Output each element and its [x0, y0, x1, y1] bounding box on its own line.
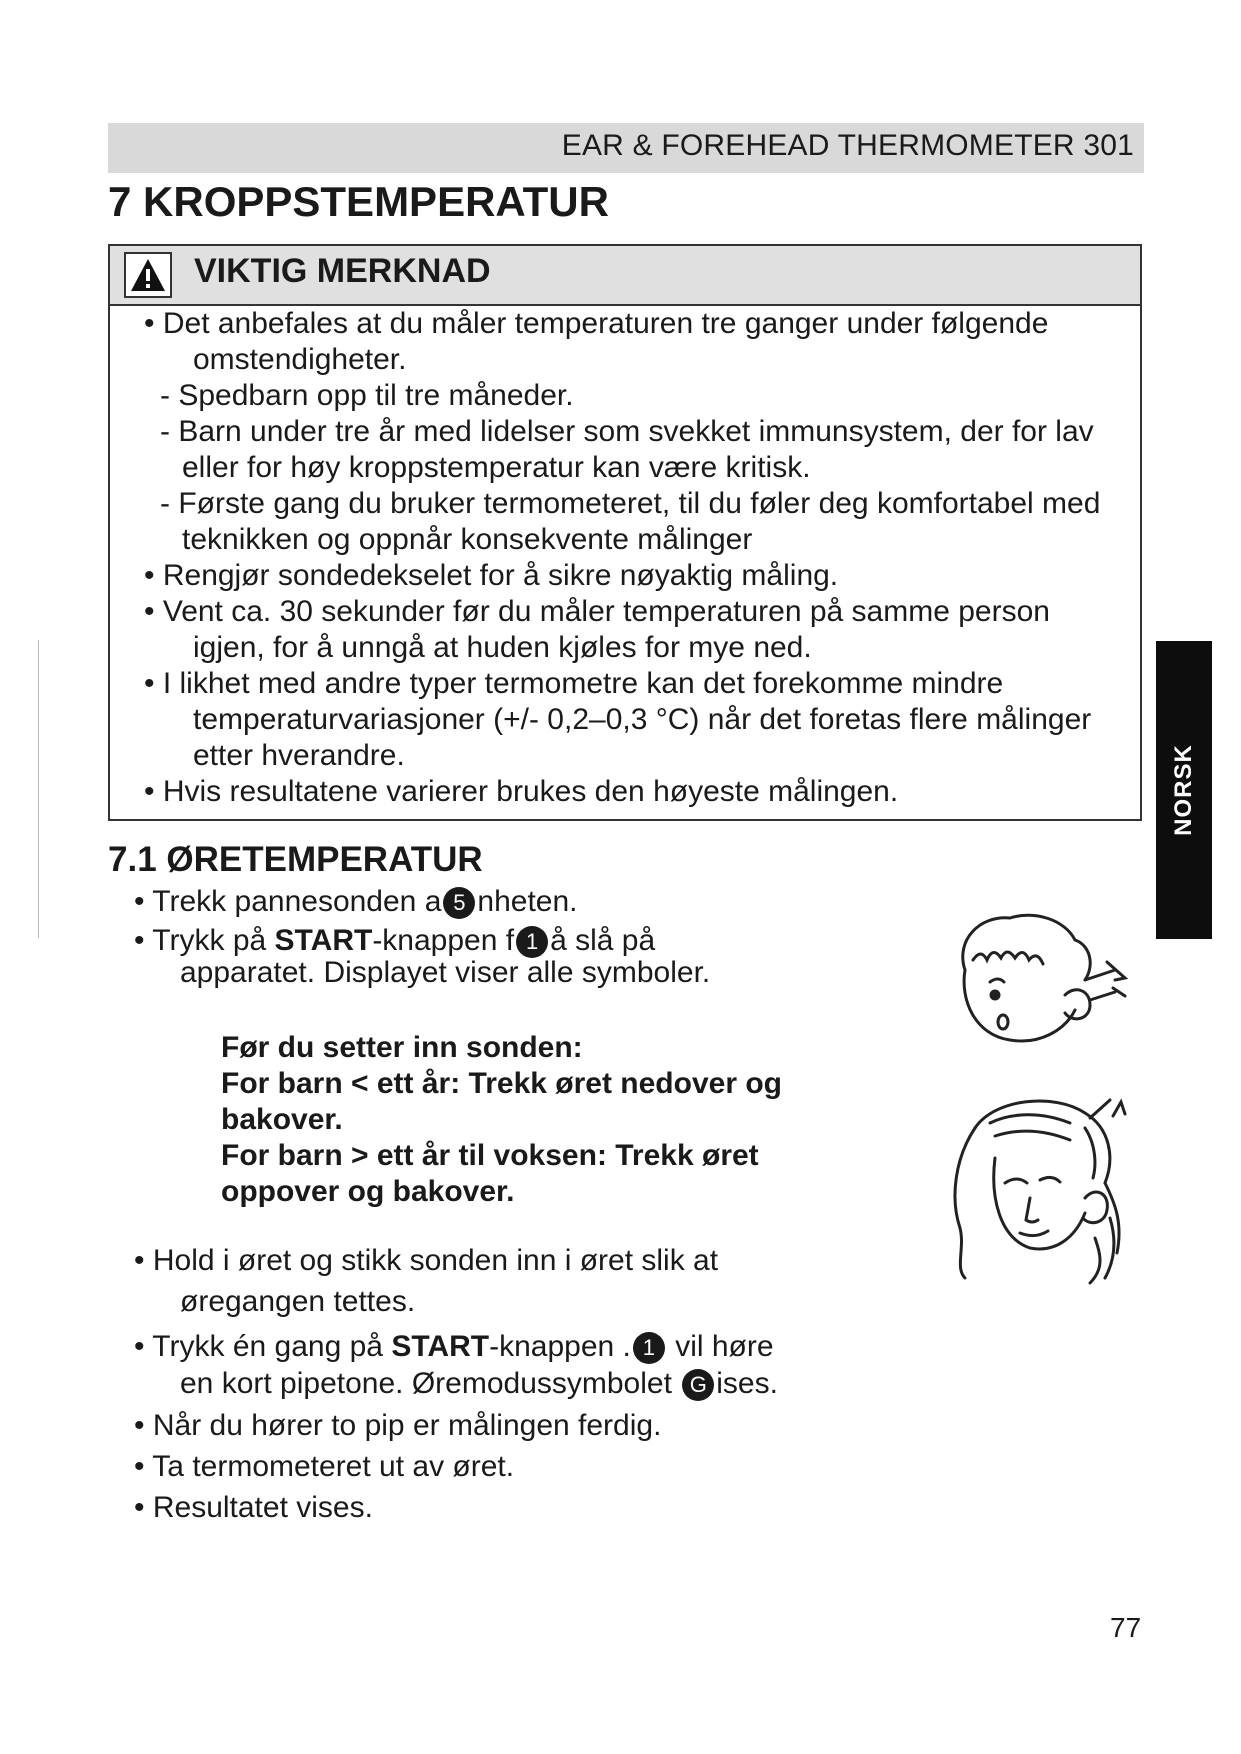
step-1-text: • Trekk pannesonden a: [134, 885, 442, 918]
step-4-text-end: vil høre: [666, 1330, 774, 1363]
page-number: 77: [1110, 1612, 1142, 1643]
notice-line: omstendigheter.: [193, 343, 407, 376]
adult-ear-illustration: [935, 1088, 1135, 1288]
notice-line: - Første gang du bruker termometeret, til du føler deg komfortabel med: [160, 487, 1101, 520]
insertion-note: For barn < ett år: Trekk øret nedover og: [221, 1067, 782, 1100]
step-1-text-end: nheten.: [477, 885, 578, 918]
step-7: • Resultatet vises.: [134, 1491, 373, 1524]
language-tab: [1156, 641, 1212, 939]
notice-header: [110, 246, 1140, 306]
page-title: 7 KROPPSTEMPERATUR: [108, 178, 609, 225]
notice-line: • Hvis resultatene varierer brukes den høyeste målingen.: [144, 775, 899, 808]
notice-line: - Barn under tre år med lidelser som svekket immunsystem, der for lav: [160, 415, 1094, 448]
step-2-line2: apparatet. Displayet viser alle symboler.: [180, 956, 711, 989]
step-1: [134, 884, 577, 920]
notice-title: VIKTIG MERKNAD: [194, 252, 491, 290]
section-title: 7.1 ØRETEMPERATUR: [108, 840, 483, 879]
step-4: [134, 1329, 774, 1365]
step-4-line2-text: en kort pipetone. Øremodussymbolet: [180, 1367, 681, 1400]
header-title: EAR & FOREHEAD THERMOMETER 301: [561, 129, 1134, 162]
step-2-text-mid: -knappen f: [372, 924, 515, 957]
step-4-line2: [180, 1366, 778, 1402]
notice-line: eller for høy kroppstemperatur kan være kritisk.: [182, 451, 811, 484]
important-notice-box: [108, 244, 1142, 821]
callout-badge: 5: [443, 887, 475, 919]
notice-line: - Spedbarn opp til tre måneder.: [160, 379, 574, 412]
notice-line: teknikken og oppnår konsekvente målinger: [182, 523, 753, 556]
step-5: • Når du hører to pip er målingen ferdig.: [134, 1409, 662, 1442]
start-button-label: START: [274, 924, 373, 957]
language-tab-label: NORSK: [1170, 744, 1197, 836]
callout-badge: 1: [516, 926, 548, 958]
step-3-line2: øregangen tettes.: [180, 1285, 416, 1318]
notice-line: igjen, for å unngå at huden kjøles for mye ned.: [193, 631, 812, 664]
insertion-note: bakover.: [221, 1103, 343, 1136]
notice-line: • Vent ca. 30 sekunder før du måler temperaturen på samme person: [144, 595, 1050, 628]
insertion-note: For barn > ett år til voksen: Trekk øret: [221, 1139, 759, 1172]
step-6: • Ta termometeret ut av øret.: [134, 1450, 515, 1483]
warning-icon: [124, 252, 172, 298]
start-button-label: START: [391, 1330, 490, 1363]
step-3: • Hold i øret og stikk sonden inn i øret slik at: [134, 1244, 719, 1277]
step-4-text: • Trykk én gang på: [134, 1330, 392, 1363]
callout-badge: 1: [633, 1332, 665, 1364]
notice-line: etter hverandre.: [193, 739, 405, 772]
insertion-note: Før du setter inn sonden:: [221, 1031, 583, 1064]
notice-line: • I likhet med andre typer termometre kan det forekomme mindre: [144, 667, 1004, 700]
callout-badge: G: [682, 1369, 714, 1401]
notice-line: temperaturvariasjoner (+/- 0,2–0,3 °C) når det foretas flere målinger: [193, 703, 1092, 736]
step-2: [134, 923, 655, 959]
step-4-text-mid: -knappen .: [489, 1330, 631, 1363]
notice-line: • Det anbefales at du måler temperaturen tre ganger under følgende: [144, 307, 1049, 340]
step-2-text-end: å slå på: [550, 924, 656, 957]
margin-line: [38, 640, 39, 938]
child-ear-illustration: [935, 900, 1135, 1060]
step-2-text: • Trykk på: [134, 924, 275, 957]
header-band: [108, 123, 1144, 173]
step-4-line2-end: ises.: [716, 1367, 778, 1400]
notice-line: • Rengjør sondedekselet for å sikre nøyaktig måling.: [144, 559, 839, 592]
insertion-note: oppover og bakover.: [221, 1175, 515, 1208]
